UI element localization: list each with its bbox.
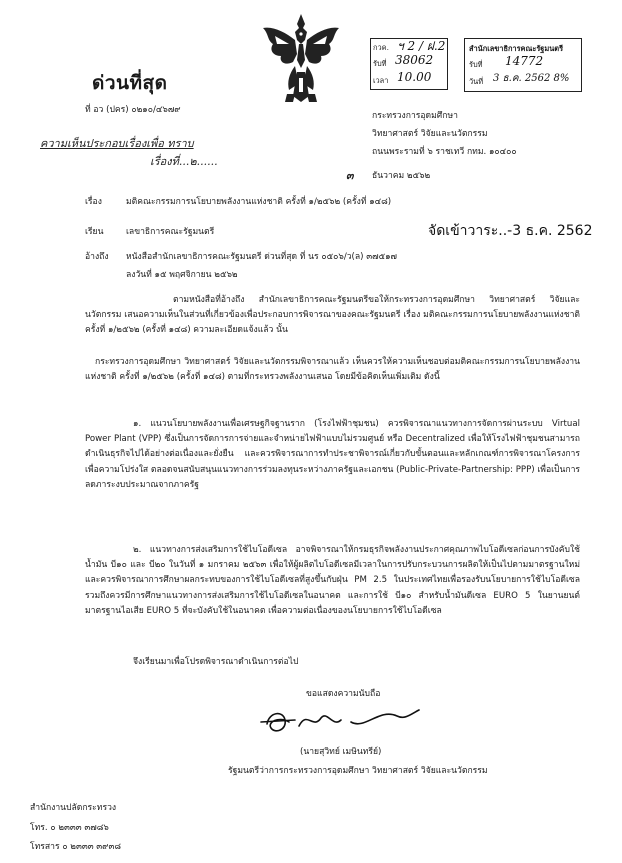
subject-text: มติคณะกรรมการนโยบายพลังงานแห่งชาติ ครั้งที่ ๑/๒๕๖๒ (ครั้งที่ ๑๔๘) [126,197,392,207]
received-agenda-stamp: จัดเข้าวาระ..-3 ธ.ค. 2562 [428,223,593,239]
to-label: เรียน [85,227,104,237]
body-paragraph-4: ๒. แนวทางการส่งเสริมการใช้ไบโอดีเซล อาจพิจารณาให้กรมธุรกิจพลังงานประกาศคุณภาพไบโอดีเซลก่อนการบังคับใช้น้ำมัน บี๑๐ และ บี๒๐ ในวันที่ ๑ มกราคม ๒๕๖๓ เพื่อให้ผู้ผลิตไบโอดีเซลมีเวลาในการปรับกระบวนการผลิตให้เป็นไปตามมาตรฐานใหม่ และควรพิจารณาการศึกษาผลกระทบของการใช้ไบโอดีเซลที่สูงขึ้นกับฝุ่น PM 2.5 ในประเทศไทยเพื่อรองรับนโยบายการใช้ไบโอดีเซล รวมถึงควรมีการศึกษาแนวทางการส่งเสริมการใช้ไบโอดีเซลในอนาคต และการใช้ บี๑๐ สำหรับน้ำมันดีเซล EURO 5 ในยานยนต์มาตรฐานไอเสีย EURO 5 ที่จะบังคับใช้ในอนาคต เพื่อความต่อเนื่องของนโยบายการใช้ไบโอดีเซล [85,545,580,616]
footer-office: สำนักงานปลัดกระทรวง [30,803,117,813]
stamp-left-row3-label: เวลา [373,76,389,85]
subject-number-note: เรื่องที่...๒...... [150,155,218,168]
sender-organization-line2: วิทยาศาสตร์ วิจัยและนวัตกรรม [372,129,488,139]
signatory-name: (นายสุวิทย์ เมษินทรีย์) [300,747,382,757]
sender-organization: กระทรวงการอุดมศึกษา [372,111,458,121]
stamp-right-row2-value: 3 ธ.ค. 2562 8% [493,73,570,84]
stamp-left-row3-value: 10.00 [397,70,432,84]
stamp-left-row1-value: ฯ 2 / ฝ.2 [397,39,446,53]
reference-number: ที่ อว (ปคร) ๐๒๑๐/๔๖๗๙ [85,105,181,115]
body-paragraph-2: กระทรวงการอุดมศึกษา วิทยาศาสตร์ วิจัยและนวัตกรรมพิจารณาแล้ว เห็นควรให้ความเห็นชอบต่อมติคณะกรรมการนโยบายพลังงานแห่งชาติ ครั้งที่ ๑/๒๕๖๒ (ครั้งที่ ๑๔๘) ตามที่กระทรวงพลังงานเสนอ โดยมีข้อคิดเห็นเพิ่มเติม ดังนี้ [85,357,580,383]
reference-label: อ้างถึง [85,252,109,262]
stamp-right-title: สำนักเลขาธิการคณะรัฐมนตรี [469,44,564,53]
reference-text-line2: ลงวันที่ ๑๕ พฤศจิกายน ๒๕๖๒ [126,270,238,280]
body-paragraph-1: ตามหนังสือที่อ้างถึง สำนักเลขาธิการคณะรัฐมนตรีขอให้กระทรวงการอุดมศึกษา วิทยาศาสตร์ วิจัยและนวัตกรรม เสนอความเห็นในส่วนที่เกี่ยวข้องเพื่อประกอบการพิจารณาของคณะรัฐมนตรี เรื่อง มติคณะกรรมการนโยบายพลังงานแห่งชาติ ครั้งที่ ๑/๒๕๖๒ (ครั้งที่ ๑๔๘) ความละเอียดแจ้งแล้ว นั้น [85,295,580,336]
stamp-right-row1-label: รับที่ [469,60,483,69]
opinion-handwritten-note: ความเห็นประกอบเรื่องเพื่อ ทราบ [40,137,194,150]
body-paragraph-5: จึงเรียนมาเพื่อโปรดพิจารณาดำเนินการต่อไป [133,657,299,667]
footer-telephone: โทร. ๐ ๒๓๓๓ ๓๗๘๖ [30,823,109,833]
closing-regards: ขอแสดงความนับถือ [306,689,381,699]
signatory-title: รัฐมนตรีว่าการกระทรวงการอุดมศึกษา วิทยาศาสตร์ วิจัยและนวัตกรรม [228,766,488,776]
registry-stamp-left [370,38,448,90]
to-text: เลขาธิการคณะรัฐมนตรี [126,227,215,237]
registry-stamp-right [464,38,582,92]
sender-address: ถนนพระรามที่ ๖ ราชเทวี กทม. ๑๐๔๐๐ [372,147,517,157]
date-handwritten-mark: ๓ [346,169,354,182]
urgency-label: ด่วนที่สุด [92,72,168,94]
stamp-left-row2-value: 38062 [395,53,434,67]
garuda-emblem [259,10,343,106]
footer-fax: โทรสาร ๐ ๒๓๓๓ ๓๙๓๘ [30,842,121,852]
letter-date: ธันวาคม ๒๕๖๒ [372,171,431,181]
stamp-left-row1-label: กวค. [373,43,389,52]
signature-image [255,700,445,740]
stamp-right-row2-label: วันที่ [469,77,484,86]
subject-label: เรื่อง [85,197,102,207]
stamp-right-row1-value: 14772 [505,54,544,68]
body-paragraph-3: ๑. แนวนโยบายพลังงานเพื่อเศรษฐกิจฐานราก (โรงไฟฟ้าชุมชน) ควรพิจารณาแนวทางการจัดการผ่านระบบ Virtual Power Plant (VPP) ซึ่งเป็นการจัดการการจ่ายและจำหน่ายไฟฟ้าแบบไม่รวมศูนย์ หรือ Decentralized เพื่อให้โรงไฟฟ้าชุมชนสามารถดำเนินธุรกิจไปได้อย่างต่อเนื่องและยั่งยืน และควรพิจารณาการทำประชาพิจารณ์เกี่ยวกับขั้นตอนและหลักเกณฑ์การพิจารณาโครงการ เพื่อความโปร่งใส ตลอดจนสนับสนุนแนวทางการร่วมลงทุนระหว่างภาครัฐและเอกชน (Public-Private-Partnership: PPP) เพื่อเป็นการลดภาระงบประมาณจากภาครัฐ [85,419,581,490]
reference-text-line1: หนังสือสำนักเลขาธิการคณะรัฐมนตรี ด่วนที่สุด ที่ นร ๐๕๐๖/ว(ล) ๓๗๕๑๗ [126,252,398,262]
stamp-left-row2-label: รับที่ [373,59,387,68]
